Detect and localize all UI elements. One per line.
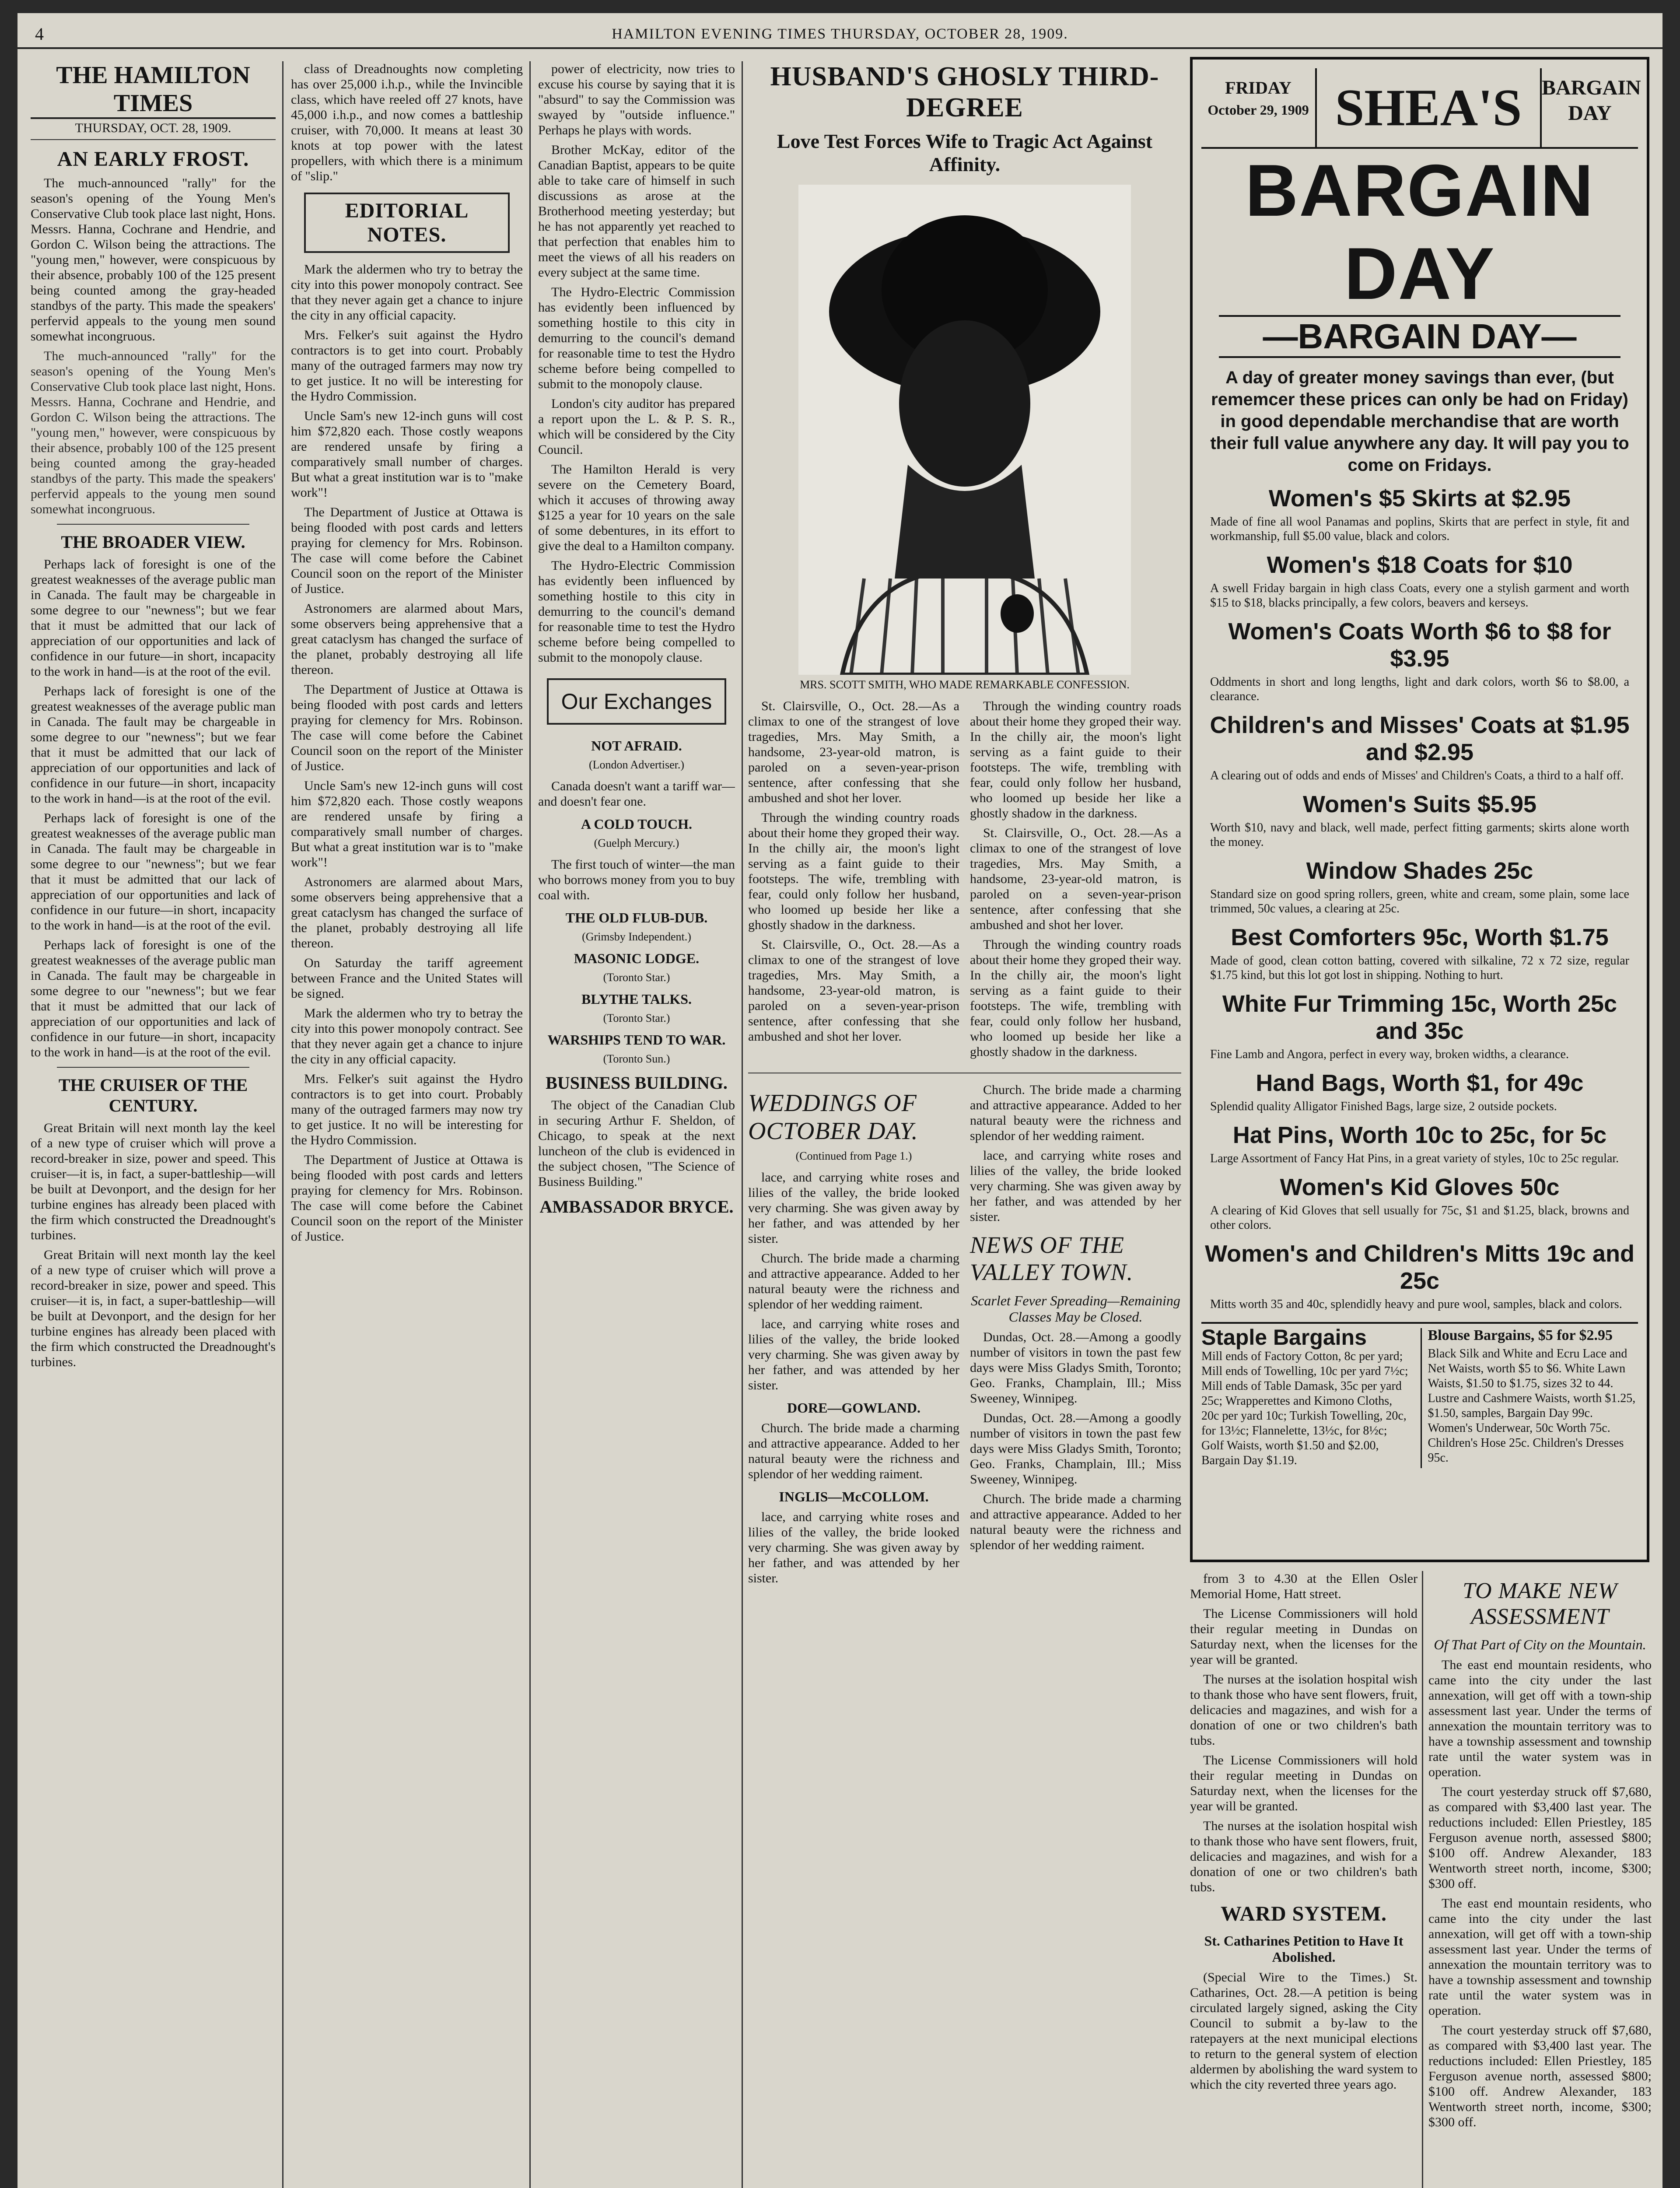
staple-bargains xyxy=(1201,1322,1638,1468)
article-paragraph: Through the winding country roads about their home they groped their way. In the chilly air, the moon's light serving as a faint guide to their footsteps. The wife, trembling with fear, could only follow her husband, who loomed up beside her like a ghostly shadow in the darkness. xyxy=(970,699,1181,820)
running-title: HAMILTON EVENING TIMES THURSDAY, OCTOBER 28, 1909. xyxy=(612,26,1068,42)
article-paragraph: Church. The bride made a charming and attractive appearance. Added to her natural beauty were the richness and splendor of her wedding raiment. xyxy=(748,1421,959,1481)
ad-day: FRIDAY xyxy=(1225,78,1292,98)
headline-new-assessment: TO MAKE NEW ASSESSMENT xyxy=(1463,1578,1617,1629)
article-paragraph: Great Britain will next month lay the keel of a new type of cruiser which will prove a record-breaker in size, power and speed. This cruiser—it is, in fact, a super-battleship—will be built at Devonport, and the design for her turbine engines has already been placed with the firm which constructed the Dreadnought's turbines. xyxy=(31,1121,276,1242)
ad-item-desc: A swell Friday bargain in high class Coats, every one a stylish garment and worth $15 to $18, blacks principally, a few colors, beavers and kerseys. xyxy=(1210,582,1629,610)
article-paragraph: The nurses at the isolation hospital wish to thank those who have sent flowers, fruit, delicacies and magazines, and wish for a donation of one or two children's bath tubs. xyxy=(1190,1672,1418,1748)
nameplate: THE HAMILTON TIMES xyxy=(31,61,276,119)
article-paragraph: Great Britain will next month lay the keel of a new type of cruiser which will prove a record-breaker in size, power and speed. This cruiser—it is, in fact, a super-battleship—will be built at Devonport, and the design for her turbine engines has already been placed with the firm which constructed the Dreadnought's turbines. xyxy=(31,1248,276,1369)
article-paragraph: St. Clairsville, O., Oct. 28.—As a climax to one of the strangest of love tragedies, Mrs. May Smith, a handsome, 23-year-old matron, is paroled on a seven-year-prison sentence, after confessing that she ambushed and shot her lover. xyxy=(970,826,1181,932)
headline-broader-view: THE BROADER VIEW. xyxy=(61,532,245,552)
ad-item xyxy=(1201,791,1638,849)
article-paragraph: from 3 to 4.30 at the Ellen Osler Memorial Home, Hatt street. xyxy=(1190,1571,1418,1601)
article-paragraph: Uncle Sam's new 12-inch guns will cost him $72,820 each. Those costly weapons are rendered unsafe by firing a comparatively small number of charges. But what a great institution war is to "make work"! xyxy=(291,409,523,500)
exchange-source: (Toronto Star.) xyxy=(603,971,670,984)
staple-left xyxy=(1201,1325,1412,1468)
article-paragraph: Mrs. Felker's suit against the Hydro contractors is to get into court. Probably many of the outraged farmers may now try to get justice. It no will be interesting for the Hydro Commission. xyxy=(291,1072,523,1147)
article-paragraph: lace, and carrying white roses and lilies of the valley, the bride looked very charming. She was given away by her father, and was attended by her sister. xyxy=(748,1170,959,1246)
continued-note: (Continued from Page 1.) xyxy=(795,1150,912,1162)
sheas-bargain-ad xyxy=(1190,57,1649,1562)
ad-item xyxy=(1201,712,1638,783)
exchange-heading: A COLD TOUCH. xyxy=(581,816,692,832)
ad-item xyxy=(1201,1174,1638,1232)
article-paragraph: Perhaps lack of foresight is one of the greatest weaknesses of the average public man in Canada. The fault may be chargeable in some degree to our "newness"; but we fear that it must be admitted that our lack of appreciation of our opportunities and lack of confidence in our future—in short, incapacity to the work in hand—is at the root of the evil. xyxy=(31,811,276,933)
column-2 xyxy=(291,61,523,2188)
newspaper-page xyxy=(18,13,1662,2188)
article-paragraph: The east end mountain residents, who came into the city under the last annexation, will get off with a town-ship assessment last year. Under the terms of annexation the mountain territory was to have a township assessment and township rate until the water system was in operation. xyxy=(1428,1658,1652,1779)
article-paragraph: The object of the Canadian Club in securing Arthur F. Sheldon, of Chicago, to speak at the next luncheon of the club is evidenced in the subject chosen, "The Science of Business Building." xyxy=(538,1098,735,1189)
exchange-source: (Guelph Mercury.) xyxy=(594,837,679,849)
exchange-source: (Toronto Sun.) xyxy=(603,1052,670,1065)
ad-hero-subtitle: —BARGAIN DAY— xyxy=(1219,315,1620,358)
our-exchanges-box xyxy=(547,678,726,725)
ad-header xyxy=(1201,68,1641,149)
ad-item-title: Women's and Children's Mitts 19c and 25c xyxy=(1205,1241,1634,1294)
portrait-photo xyxy=(798,185,1131,675)
ad-intro: A day of greater money savings than ever, (but rememcer these prices can only be had on Friday) in good dependable merchandise that are worth their full value anywhere any day. It will pay you to come on Fridays. xyxy=(1210,368,1629,475)
article-paragraph: Astronomers are alarmed about Mars, some observers being apprehensive that a great cataclysm has changed the surface of the planet, probably destroying all life thereon. xyxy=(291,601,523,677)
headline-cruiser: THE CRUISER OF THE CENTURY. xyxy=(58,1075,248,1115)
editorial-notes-box xyxy=(304,193,510,253)
article-paragraph: Canada doesn't want a tariff war—and doesn't fear one. xyxy=(538,779,735,809)
article-paragraph: lace, and carrying white roses and lilies of the valley, the bride looked very charming. She was given away by her father, and was attended by her sister. xyxy=(748,1317,959,1392)
column-3 xyxy=(538,61,735,2188)
ad-item-desc: A clearing out of odds and ends of Misses' and Children's Coats, a third to a half off. xyxy=(1210,769,1624,782)
article-paragraph: The License Commissioners will hold their regular meeting in Dundas on Saturday next, when the licenses for the year will be granted. xyxy=(1190,1606,1418,1667)
ad-brand: SHEA'S xyxy=(1335,78,1522,137)
article-paragraph: Perhaps lack of foresight is one of the greatest weaknesses of the average public man in Canada. The fault may be chargeable in some degree to our "newness"; but we fear that it must be admitted that our lack of appreciation of our opportunities and lack of confidence in our future—in short, incapacity to the work in hand—is at the root of the evil. xyxy=(31,684,276,806)
exchange-source: (Grimsby Independent.) xyxy=(582,930,691,943)
ad-item-title: Women's $5 Skirts at $2.95 xyxy=(1268,485,1571,512)
ad-item xyxy=(1201,1069,1638,1114)
article-paragraph: The License Commissioners will hold their regular meeting in Dundas on Saturday next, when the licenses for the year will be granted. xyxy=(1190,1753,1418,1813)
staple-title: Staple Bargains xyxy=(1201,1325,1367,1350)
ad-item xyxy=(1201,551,1638,610)
ad-item-title: Children's and Misses' Coats at $1.95 and $2.95 xyxy=(1210,712,1630,765)
ad-item xyxy=(1201,485,1638,543)
headline-editorial-notes: EDITORIAL NOTES. xyxy=(345,199,469,246)
ad-item-title: Women's Kid Gloves 50c xyxy=(1280,1174,1560,1200)
article-paragraph: Mark the aldermen who try to betray the city into this power monopoly contract. See that they never again get a chance to injure the city in any official capacity. xyxy=(291,1006,523,1066)
article-paragraph: Dundas, Oct. 28.—Among a goodly number of visitors in town the past few days were Miss Gladys Smith, Toronto; Geo. Franks, Champlain, Ill.; Miss Sweeney, Winnipeg. xyxy=(970,1411,1181,1487)
article-paragraph: The Hamilton Herald is very severe on the Cemetery Board, which it accuses of throwing away $125 a year for 10 years on the sale of some debentures, in its effort to give the deal to a Hamilton company. xyxy=(538,462,735,553)
article-paragraph: lace, and carrying white roses and lilies of the valley, the bride looked very charming. She was given away by her father, and was attended by her sister. xyxy=(748,1510,959,1585)
ad-item-title: Window Shades 25c xyxy=(1306,858,1533,884)
article-paragraph: The court yesterday struck off $7,680, as compared with $3,400 last year. The reductions included: Ellen Priestley, 185 Ferguson avenue north, assessed $800; $100 off. Andrew Alexander, 183 Wentworth street north, income, $300; $300 off. xyxy=(1428,1785,1652,1891)
article-paragraph: The court yesterday struck off $7,680, as compared with $3,400 last year. The reductions included: Ellen Priestley, 185 Ferguson avenue north, assessed $800; $100 off. Andrew Alexander, 183 Wentworth street north, income, $300; $300 off. xyxy=(1428,2023,1652,2129)
column-rule xyxy=(282,61,284,2188)
ad-item-desc: Worth $10, navy and black, well made, perfect fitting garments; skirts alone worth the money. xyxy=(1210,821,1629,849)
column-rule xyxy=(742,61,743,2188)
exchange-heading: BLYTHE TALKS. xyxy=(581,991,692,1007)
ad-item-title: Best Comforters 95c, Worth $1.75 xyxy=(1231,924,1609,950)
ad-item-desc: Fine Lamb and Angora, perfect in every way, broken widths, a clearance. xyxy=(1210,1048,1569,1061)
article-paragraph: Through the winding country roads about their home they groped their way. In the chilly air, the moon's light serving as a faint guide to their footsteps. The wife, trembling with fear, could only follow her husband, who loomed up beside her like a ghostly shadow in the darkness. xyxy=(970,937,1181,1059)
article-paragraph: power of electricity, now tries to excuse his course by saying that it is "absurd" to say the Commission was swayed by "outside influence." Perhaps he plays with words. xyxy=(538,62,735,137)
ad-item-desc: Standard size on good spring rollers, green, white and cream, some plain, some lace trimmed, 50c values, a clearing at 25c. xyxy=(1210,887,1629,915)
staple-list: Mill ends of Factory Cotton, 8c per yard; Mill ends of Towelling, 10c per yard 7½c; Mill ends of Table Damask, 35c per yard 25c; Wrapperettes and Kimono Cloths, 20c per yard 10c; Turkish Towelling, 20c, for 13½c; Flannelette, 13½c, for 8½c; Golf Waists, worth $1.50 and $2.00, Bargain Day $1.19. xyxy=(1201,1350,1408,1467)
ad-item-title: Women's Coats Worth $6 to $8 for $3.95 xyxy=(1228,618,1611,672)
article-paragraph: lace, and carrying white roses and lilies of the valley, the bride looked very charming. She was given away by her father, and was attended by her sister. xyxy=(970,1148,1181,1224)
ad-item xyxy=(1201,618,1638,704)
ad-item-title: Hand Bags, Worth $1, for 49c xyxy=(1256,1070,1584,1096)
column-rule xyxy=(529,61,531,2188)
article-paragraph: London's city auditor has prepared a report upon the L. & P. S. R., which will be considered by the City Council. xyxy=(538,396,735,457)
ad-date-box xyxy=(1201,68,1317,147)
article-paragraph: The much-announced "rally" for the season's opening of the Young Men's Conservative Club took place last night, Hons. Messrs. Hanna, Cochrane and Hendrie, and Gordon C. Wilson being the attractions. The "young men," however, were conspicuous by their absence, probably 100 of the 125 present being counted among the gray-headed standbys of the party. This made the speakers' perfervid appeals to the young men sound somewhat incongruous. xyxy=(31,349,276,516)
ad-item-list xyxy=(1201,485,1638,1311)
headline-weddings: WEDDINGS OF OCTOBER DAY. xyxy=(748,1090,918,1145)
ad-item xyxy=(1201,990,1638,1062)
feature-story xyxy=(748,61,1181,2188)
column-7 xyxy=(1428,1571,1652,2188)
article-paragraph: The Hydro-Electric Commission has evidently been influenced by something hostile to this city in demurring to the council's demand for reasonable time to test the Hydro scheme before being compelled to submit to the monopoly clause. xyxy=(538,558,735,665)
article-paragraph: The much-announced "rally" for the season's opening of the Young Men's Conservative Club took place last night, Hons. Messrs. Hanna, Cochrane and Hendrie, and Gordon C. Wilson being the attractions. The "young men," however, were conspicuous by their absence, probably 100 of the 125 present being counted among the gray-headed standbys of the party. This made the speakers' perfervid appeals to the young men sound somewhat incongruous. xyxy=(31,176,276,344)
headline-inglis-mccollom: INGLIS—McCOLLOM. xyxy=(779,1489,929,1504)
headline-dore-gowland: DORE—GOWLAND. xyxy=(787,1400,920,1416)
article-paragraph: Perhaps lack of foresight is one of the greatest weaknesses of the average public man in Canada. The fault may be chargeable in some degree to our "newness"; but we fear that it must be admitted that our lack of appreciation of our opportunities and lack of confidence in our future—in short, incapacity to the work in hand—is at the root of the evil. xyxy=(31,557,276,679)
column-1 xyxy=(31,61,276,2188)
column-rule xyxy=(1422,1571,1423,2188)
exchange-heading: MASONIC LODGE. xyxy=(574,950,700,966)
ad-item-desc: Made of fine all wool Panamas and poplins, Skirts that are perfect in style, fit and workmanship, full $5.00 value, black and colors. xyxy=(1210,515,1629,543)
article-paragraph: The Hydro-Electric Commission has evidently been influenced by something hostile to this city in demurring to the council's demand for reasonable time to test the Hydro scheme before being compelled to submit to the monopoly clause. xyxy=(538,285,735,391)
headline-ambassador-bryce: AMBASSADOR BRYCE. xyxy=(539,1197,734,1217)
ad-item-title: Hat Pins, Worth 10c to 25c, for 5c xyxy=(1232,1122,1607,1148)
article-paragraph: Church. The bride made a charming and attractive appearance. Added to her natural beauty were the richness and splendor of her wedding raiment. xyxy=(970,1492,1181,1552)
headline-valley-town: NEWS OF THE VALLEY TOWN. xyxy=(970,1232,1134,1285)
exchange-heading: WARSHIPS TEND TO WAR. xyxy=(547,1032,726,1048)
exchange-source: (London Advertiser.) xyxy=(588,758,685,771)
divider xyxy=(57,524,249,525)
blouse-bargains-title: Blouse Bargains, $5 for $2.95 xyxy=(1428,1327,1613,1343)
ad-tag: BARGAIN DAY xyxy=(1540,68,1638,147)
article-paragraph: St. Clairsville, O., Oct. 28.—As a climax to one of the strangest of love tragedies, Mrs. May Smith, a handsome, 23-year-old matron, is paroled on a seven-year-prison sentence, after confessing that she ambushed and shot her lover. xyxy=(748,699,959,805)
article-paragraph: Church. The bride made a charming and attractive appearance. Added to her natural beauty were the richness and splendor of her wedding raiment. xyxy=(970,1083,1181,1143)
exchange-heading: THE OLD FLUB-DUB. xyxy=(565,910,708,926)
our-exchanges-title: Our Exchanges xyxy=(561,689,712,714)
article-paragraph: Dundas, Oct. 28.—Among a goodly number of visitors in town the past few days were Miss Gladys Smith, Toronto; Geo. Franks, Champlain, Ill.; Miss Sweeney, Winnipeg. xyxy=(970,1330,1181,1406)
article-paragraph: The nurses at the isolation hospital wish to thank those who have sent flowers, fruit, delicacies and magazines, and wish for a donation of one or two children's bath tubs. xyxy=(1190,1819,1418,1894)
feature-deck: Love Test Forces Wife to Tragic Act Against Affinity. xyxy=(777,130,1153,175)
article-paragraph: Through the winding country roads about their home they groped their way. In the chilly air, the moon's light serving as a faint guide to their footsteps. The wife, trembling with fear, could only follow her husband, who loomed up beside her like a ghostly shadow in the darkness. xyxy=(748,810,959,932)
headline-early-frost: AN EARLY FROST. xyxy=(57,147,249,171)
ad-item xyxy=(1201,1122,1638,1166)
page-number: 4 xyxy=(35,24,45,44)
article-paragraph: (Special Wire to the Times.) St. Catharines, Oct. 28.—A petition is being circulated largely signed, asking the City Council to submit a by-law to the ratepayers at the next municipal elections to return to the general system of election aldermen by abolishing the ward system to which the city reverted three years ago. xyxy=(1190,1970,1418,2092)
article-paragraph: On Saturday the tariff agreement between France and the United States will be signed. xyxy=(291,956,523,1001)
article-paragraph: Uncle Sam's new 12-inch guns will cost him $72,820 each. Those costly weapons are rendered unsafe by firing a comparatively small number of charges. But what a great institution war is to "make work"! xyxy=(291,778,523,870)
nameplate-date: THURSDAY, OCT. 28, 1909. xyxy=(31,121,276,140)
portrait-illustration xyxy=(798,185,1131,675)
article-paragraph: Church. The bride made a charming and attractive appearance. Added to her natural beauty were the richness and splendor of her wedding raiment. xyxy=(748,1251,959,1311)
article-paragraph: The Department of Justice at Ottawa is being flooded with post cards and letters praying for clemency for Mrs. Robinson. The case will come before the Cabinet Council soon on the report of the Minister of Justice. xyxy=(291,1153,523,1244)
article-paragraph: class of Dreadnoughts now completing has over 25,000 i.h.p., while the Invincible class, which have reeled off 27 knots, have 45,000 i.h.p., and now comes a battleship cruiser, with 70,000. It means at least 30 knots at top power with the latest propellers, with which there is a minimum of "slip." xyxy=(291,62,523,183)
article-paragraph: Astronomers are alarmed about Mars, some observers being apprehensive that a great cataclysm has changed the surface of the planet, probably destroying all life thereon. xyxy=(291,875,523,950)
ad-item-desc: A clearing of Kid Gloves that sell usually for 75c, $1 and $1.25, black, browns and other colors. xyxy=(1210,1204,1629,1232)
ad-item-desc: Made of good, clean cotton batting, covered with silkaline, 72 x 72 size, regular $1.75 kind, but this lot got lost in shipping. Nothing to hurt. xyxy=(1210,954,1629,982)
valley-deck: Scarlet Fever Spreading—Remaining Classes May be Closed. xyxy=(971,1293,1180,1325)
exchange-heading: NOT AFRAID. xyxy=(591,738,682,754)
column-6 xyxy=(1190,1571,1418,2188)
ad-item-desc: Oddments in short and long lengths, light and dark colors, worth $6 to $8.00, a clearance. xyxy=(1210,675,1629,703)
article-paragraph: Mrs. Felker's suit against the Hydro contractors is to get into court. Probably many of the outraged farmers may now try to get justice. It no will be interesting for the Hydro Commission. xyxy=(291,328,523,403)
divider xyxy=(57,1067,249,1068)
blouse-list: Black Silk and White and Ecru Lace and Net Waists, worth $5 to $6. White Lawn Waists, $1.50 to $1.75, sizes 32 to 44. Lustre and Cashmere Waists, worth $1.25, $1.50, samples, Bargain Day 99c. Women's Underwear, 50c Worth 75c. Children's Hose 25c. Children's Dresses 95c. xyxy=(1428,1347,1636,1465)
exchange-source: (Toronto Star.) xyxy=(603,1012,670,1024)
headline-business-building: BUSINESS BUILDING. xyxy=(546,1073,728,1093)
new-assessment-deck: Of That Part of City on the Mountain. xyxy=(1434,1637,1646,1652)
staple-right xyxy=(1421,1328,1638,1468)
article-paragraph: Mark the aldermen who try to betray the city into this power monopoly contract. See that they never again get a chance to injure the city in any official capacity. xyxy=(291,262,523,323)
ad-item-desc: Mitts worth 35 and 40c, splendidly heavy and pure wool, samples, black and colors. xyxy=(1210,1297,1622,1311)
ad-date: October 29, 1909 xyxy=(1208,102,1309,118)
ad-item xyxy=(1201,1240,1638,1311)
article-paragraph: The east end mountain residents, who came into the city under the last annexation, will get off with a town-ship assessment last year. Under the terms of annexation the mountain territory was to have a township assessment and township rate until the water system was in operation. xyxy=(1428,1896,1652,2018)
article-paragraph: The first touch of winter—the man who borrows money from you to buy coal with. xyxy=(538,857,735,902)
article-paragraph: The Department of Justice at Ottawa is being flooded with post cards and letters praying for clemency for Mrs. Robinson. The case will come before the Cabinet Council soon on the report of the Minister of Justice. xyxy=(291,682,523,773)
ad-item-desc: Splendid quality Alligator Finished Bags, large size, 2 outside pockets. xyxy=(1210,1100,1557,1113)
ad-item-title: Women's $18 Coats for $10 xyxy=(1267,552,1573,578)
ad-item xyxy=(1201,857,1638,916)
ward-system-deck: St. Catharines Petition to Have It Abolished. xyxy=(1204,1933,1404,1965)
running-head xyxy=(18,21,1662,49)
article-paragraph: St. Clairsville, O., Oct. 28.—As a climax to one of the strangest of love tragedies, Mrs. May Smith, a handsome, 23-year-old matron, is paroled on a seven-year-prison sentence, after confessing that she ambushed and shot her lover. xyxy=(748,937,959,1044)
article-paragraph: Brother McKay, editor of the Canadian Baptist, appears to be quite able to take care of himself in such discussions as arose at the Brotherhood meeting yesterday; but he has not apparently yet reached to that perfection that enables him to meet the views of all his readers on every subject at the same time. xyxy=(538,143,735,280)
ad-item-title: White Fur Trimming 15c, Worth 25c and 35c xyxy=(1222,991,1617,1044)
ad-hero-title: BARGAIN DAY xyxy=(1245,149,1594,315)
headline-ward-system: WARD SYSTEM. xyxy=(1220,1902,1387,1925)
feature-headline: HUSBAND'S GHOSLY THIRD-DEGREE xyxy=(770,62,1159,123)
article-paragraph: The Department of Justice at Ottawa is being flooded with post cards and letters praying for clemency for Mrs. Robinson. The case will come before the Cabinet Council soon on the report of the Minister of Justice. xyxy=(291,505,523,596)
ad-item-title: Women's Suits $5.95 xyxy=(1302,791,1537,817)
article-paragraph: Perhaps lack of foresight is one of the greatest weaknesses of the average public man in Canada. The fault may be chargeable in some degree to our "newness"; but we fear that it must be admitted that our lack of appreciation of our opportunities and lack of confidence in our future—in short, incapacity to the work in hand—is at the root of the evil. xyxy=(31,938,276,1059)
photo-caption: MRS. SCOTT SMITH, WHO MADE REMARKABLE CONFESSION. xyxy=(800,678,1130,691)
ad-item xyxy=(1201,924,1638,982)
ad-item-desc: Large Assortment of Fancy Hat Pins, in a great variety of styles, 10c to 25c regular. xyxy=(1210,1152,1619,1165)
